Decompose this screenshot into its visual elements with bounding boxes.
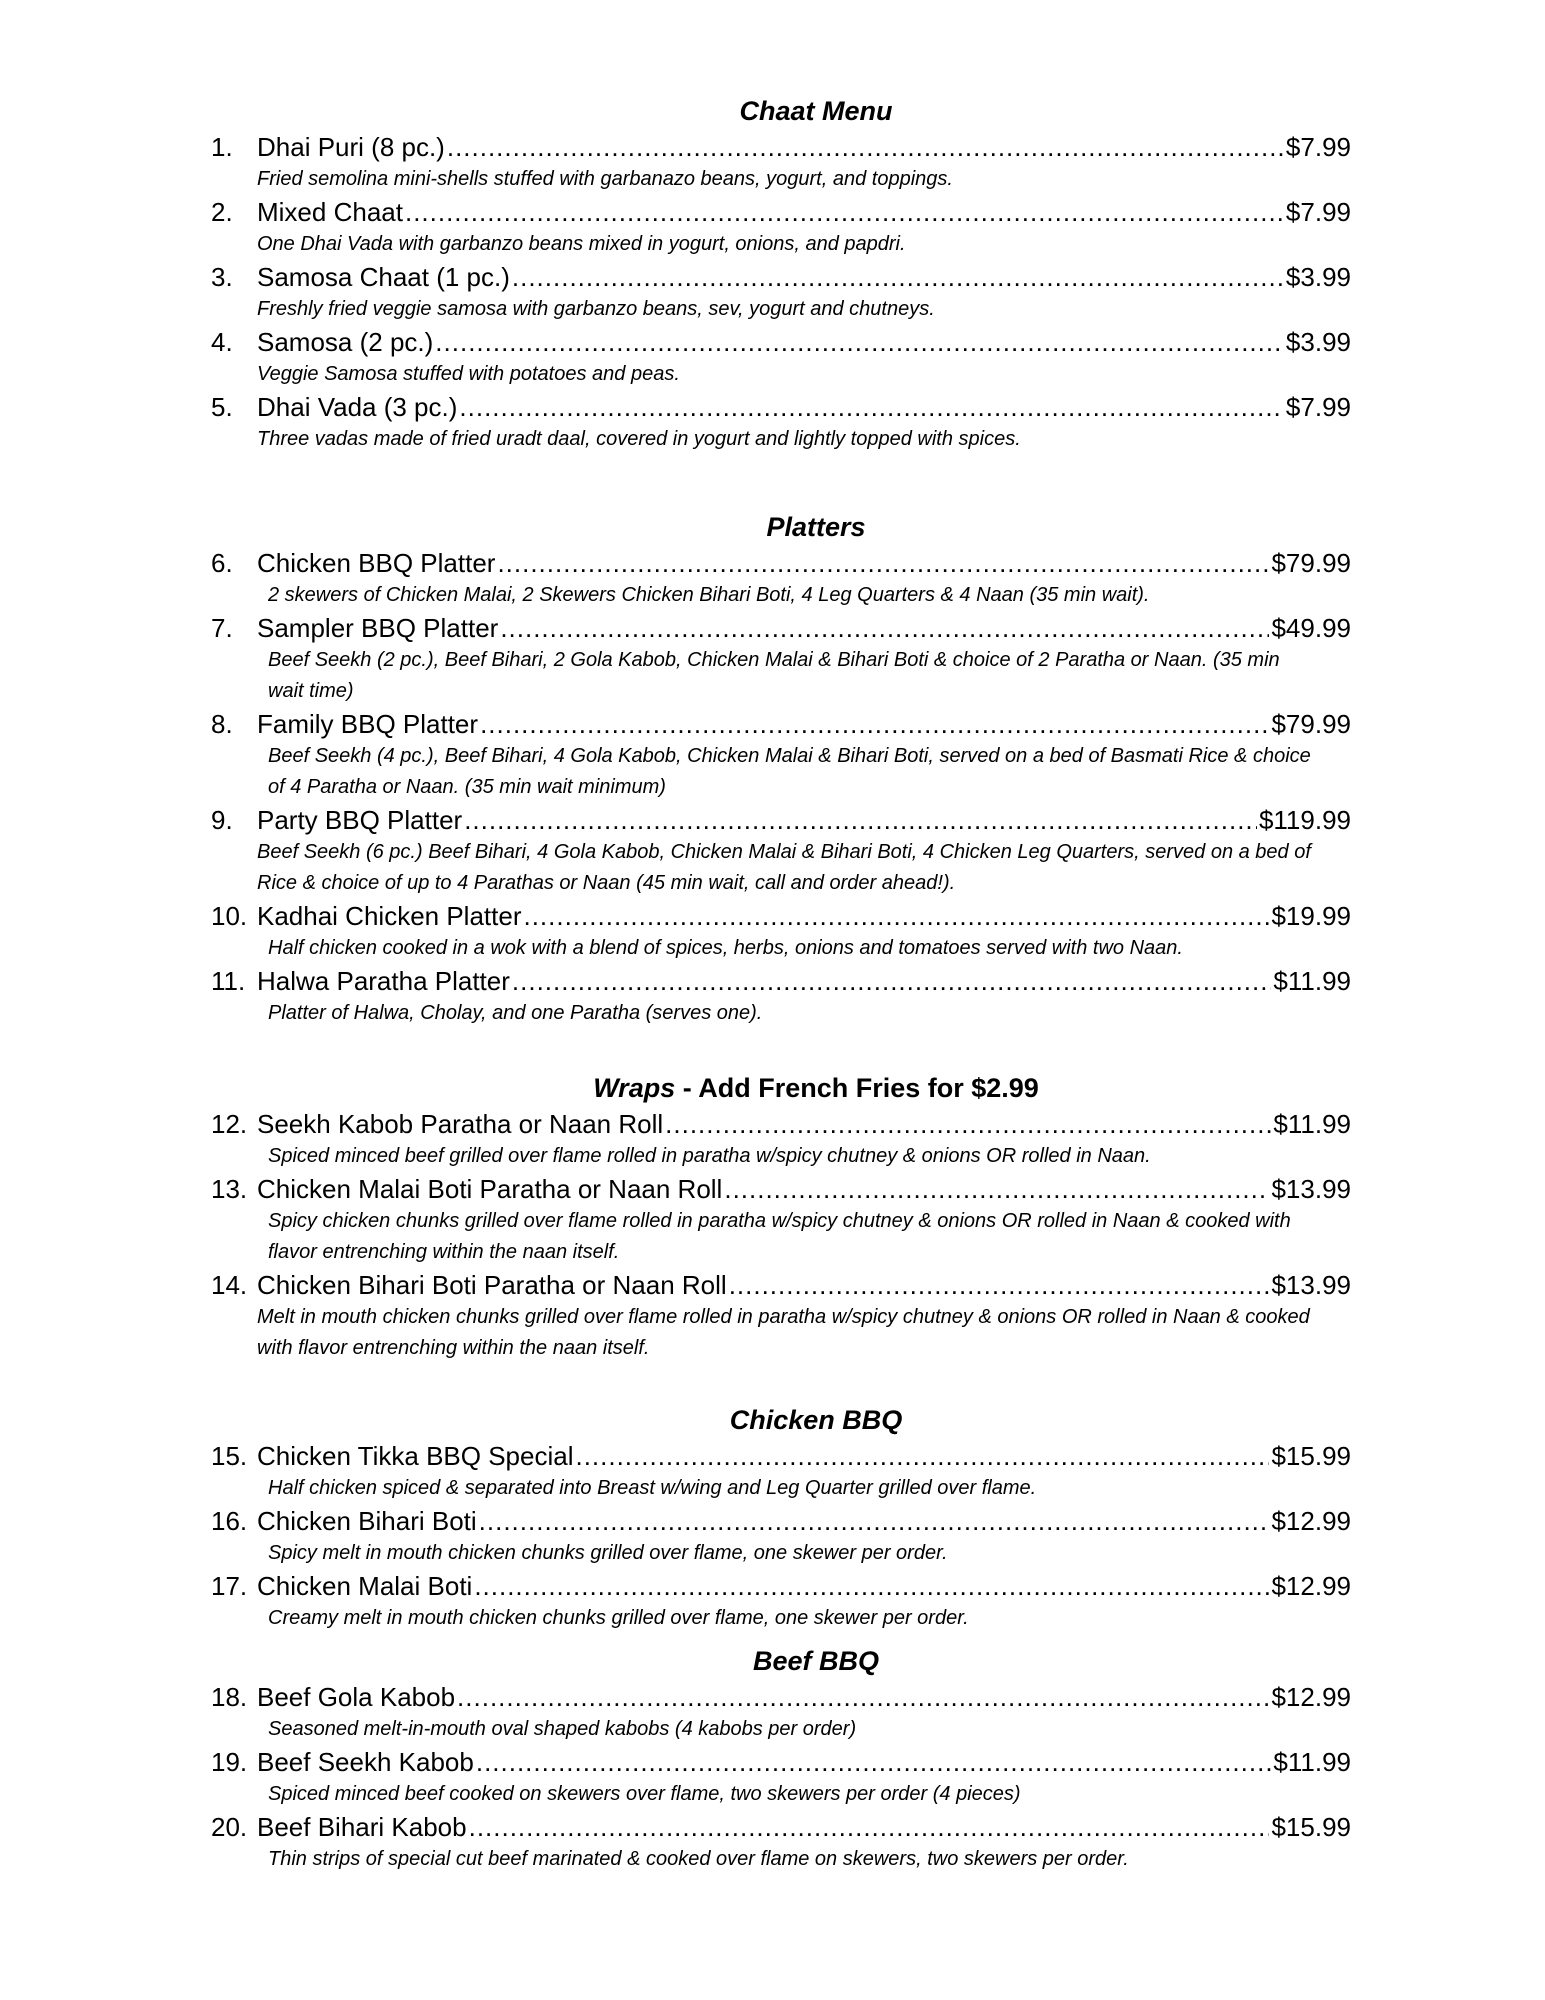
menu-item <box>211 1569 1351 1634</box>
item-description: Veggie Samosa stuffed with potatoes and peas. <box>257 363 680 385</box>
dot-leader <box>724 1172 1269 1206</box>
menu-section <box>211 508 1351 1029</box>
menu-item <box>211 390 1351 455</box>
item-number: 13. <box>211 1174 248 1204</box>
item-name: Family BBQ Platter <box>257 709 479 739</box>
item-number: 9. <box>211 805 233 835</box>
menu-item <box>211 1107 1351 1172</box>
menu-item <box>211 546 1351 611</box>
item-name: Beef Seekh Kabob <box>257 1747 474 1777</box>
item-name: Beef Bihari Kabob <box>257 1812 467 1842</box>
item-price: $49.99 <box>1271 613 1351 643</box>
section-title-text: Wraps <box>593 1073 676 1103</box>
item-number: 16. <box>211 1506 248 1536</box>
section-subtitle: - Add French Fries for $2.99 <box>675 1073 1039 1103</box>
item-price: $3.99 <box>1285 262 1351 292</box>
menu-item-row <box>211 1107 1351 1141</box>
section-title-text: Beef BBQ <box>752 1646 880 1676</box>
menu-item <box>211 803 1351 899</box>
section-title <box>211 1401 1351 1439</box>
menu-item <box>211 1810 1351 1875</box>
item-price: $11.99 <box>1273 1747 1351 1777</box>
item-name: Halwa Paratha Platter <box>257 966 510 996</box>
item-description: Three vadas made of fried uradt daal, covered in yogurt and lightly topped with spices. <box>257 428 1021 450</box>
menu-item <box>211 1268 1351 1364</box>
menu-item <box>211 707 1351 803</box>
item-description: Spiced minced beef cooked on skewers over flame, two skewers per order (4 pieces) <box>268 1783 1021 1805</box>
menu-section <box>211 1642 1351 1875</box>
dot-leader <box>523 899 1269 933</box>
dot-leader <box>469 1810 1270 1844</box>
item-price: $13.99 <box>1271 1174 1351 1204</box>
menu-item <box>211 130 1351 195</box>
dot-leader <box>435 325 1284 359</box>
item-description: Seasoned melt-in-mouth oval shaped kabobs (4 kabobs per order) <box>268 1718 857 1740</box>
item-number: 1. <box>211 132 233 162</box>
menu-item <box>211 1172 1351 1268</box>
item-description: Half chicken spiced & separated into Breast w/wing and Leg Quarter grilled over flame. <box>268 1477 1037 1499</box>
item-number: 10. <box>211 901 248 931</box>
dot-leader <box>665 1107 1271 1141</box>
item-description: Creamy melt in mouth chicken chunks grilled over flame, one skewer per order. <box>268 1607 969 1629</box>
item-description: Melt in mouth chicken chunks grilled over flame rolled in paratha w/spicy chutney & onions OR rolled in Naan & cooked with flavor entrenching within the naan itself. <box>257 1306 1310 1359</box>
dot-leader <box>459 390 1284 424</box>
dot-leader <box>447 130 1284 164</box>
item-description: Half chicken cooked in a wok with a blend of spices, herbs, onions and tomatoes served with two Naan. <box>268 937 1183 959</box>
section-title-text: Chicken BBQ <box>729 1405 903 1435</box>
item-name: Kadhai Chicken Platter <box>257 901 522 931</box>
menu-item-row <box>211 1268 1351 1302</box>
item-number: 19. <box>211 1747 248 1777</box>
menu-section <box>211 92 1351 455</box>
menu-item-row <box>211 707 1351 741</box>
item-description: One Dhai Vada with garbanzo beans mixed in yogurt, onions, and papdri. <box>257 233 906 255</box>
item-number: 11. <box>211 966 246 996</box>
section-title <box>211 508 1351 546</box>
item-name: Party BBQ Platter <box>257 805 463 835</box>
item-price: $12.99 <box>1271 1506 1351 1536</box>
item-price: $11.99 <box>1273 966 1351 996</box>
item-name: Beef Gola Kabob <box>257 1682 456 1712</box>
menu-item <box>211 899 1351 964</box>
menu-item-row <box>211 1172 1351 1206</box>
item-number: 3. <box>211 262 233 292</box>
menu-item-row <box>211 390 1351 424</box>
dot-leader <box>512 260 1284 294</box>
menu-item <box>211 964 1351 1029</box>
dot-leader <box>480 707 1269 741</box>
menu-item-row <box>211 899 1351 933</box>
item-name: Chicken Bihari Boti Paratha or Naan Roll <box>257 1270 727 1300</box>
menu-item <box>211 1504 1351 1569</box>
section-title <box>211 92 1351 130</box>
item-name: Dhai Vada (3 pc.) <box>257 392 458 422</box>
item-number: 15. <box>211 1441 248 1471</box>
dot-leader <box>474 1569 1269 1603</box>
item-description: Beef Seekh (4 pc.), Beef Bihari, 4 Gola Kabob, Chicken Malai & Bihari Boti, served on a bed of Basmati Rice & choice of 4 Paratha or Naan. (35 min wait minimum) <box>268 745 1311 798</box>
menu-item-row <box>211 1439 1351 1473</box>
menu-item-row <box>211 803 1351 837</box>
menu-item-row <box>211 611 1351 645</box>
item-name: Chicken BBQ Platter <box>257 548 496 578</box>
item-name: Samosa (2 pc.) <box>257 327 434 357</box>
item-number: 7. <box>211 613 233 643</box>
item-price: $119.99 <box>1258 805 1351 835</box>
item-price: $7.99 <box>1285 392 1351 422</box>
item-price: $12.99 <box>1271 1682 1351 1712</box>
menu-item-row <box>211 195 1351 229</box>
dot-leader <box>464 803 1257 837</box>
item-name: Seekh Kabob Paratha or Naan Roll <box>257 1109 664 1139</box>
menu-item-row <box>211 260 1351 294</box>
item-number: 12. <box>211 1109 248 1139</box>
item-price: $13.99 <box>1271 1270 1351 1300</box>
item-price: $11.99 <box>1273 1109 1351 1139</box>
menu-item-row <box>211 130 1351 164</box>
menu-item-row <box>211 964 1351 998</box>
item-price: $79.99 <box>1271 709 1351 739</box>
dot-leader <box>497 546 1269 580</box>
item-number: 5. <box>211 392 233 422</box>
item-name: Chicken Bihari Boti <box>257 1506 477 1536</box>
item-price: $7.99 <box>1285 197 1351 227</box>
dot-leader <box>575 1439 1269 1473</box>
dot-leader <box>476 1745 1272 1779</box>
item-name: Sampler BBQ Platter <box>257 613 499 643</box>
item-number: 8. <box>211 709 233 739</box>
item-description: 2 skewers of Chicken Malai, 2 Skewers Chicken Bihari Boti, 4 Leg Quarters & 4 Naan (35 min wait). <box>268 584 1150 606</box>
section-title-text: Chaat Menu <box>739 96 893 126</box>
item-number: 6. <box>211 548 233 578</box>
item-description: Spiced minced beef grilled over flame rolled in paratha w/spicy chutney & onions OR rolled in Naan. <box>268 1145 1151 1167</box>
item-description: Platter of Halwa, Cholay, and one Paratha (serves one). <box>268 1002 763 1024</box>
menu-item <box>211 1439 1351 1504</box>
menu-item <box>211 195 1351 260</box>
item-price: $19.99 <box>1271 901 1351 931</box>
item-name: Chicken Tikka BBQ Special <box>257 1441 574 1471</box>
dot-leader <box>457 1680 1269 1714</box>
item-description: Beef Seekh (2 pc.), Beef Bihari, 2 Gola Kabob, Chicken Malai & Bihari Boti & choice of 2 Paratha or Naan. (35 min wait time) <box>268 649 1280 702</box>
dot-leader <box>500 611 1269 645</box>
section-title <box>211 1642 1351 1680</box>
menu-item-row <box>211 1810 1351 1844</box>
item-name: Chicken Malai Boti <box>257 1571 473 1601</box>
item-name: Samosa Chaat (1 pc.) <box>257 262 510 292</box>
dot-leader <box>405 195 1284 229</box>
menu-item <box>211 1680 1351 1745</box>
item-price: $15.99 <box>1271 1812 1351 1842</box>
dot-leader <box>479 1504 1270 1538</box>
item-number: 2. <box>211 197 233 227</box>
menu-item-row <box>211 1504 1351 1538</box>
menu-item <box>211 325 1351 390</box>
item-description: Beef Seekh (6 pc.) Beef Bihari, 4 Gola Kabob, Chicken Malai & Bihari Boti, 4 Chicken Leg Quarters, served on a bed of Rice & choice of up to 4 Parathas or Naan (45 min wait, call and order ahead!). <box>257 841 1311 894</box>
item-description: Spicy chicken chunks grilled over flame rolled in paratha w/spicy chutney & onions OR rolled in Naan & cooked with flavor entrenching within the naan itself. <box>268 1210 1291 1263</box>
menu-item <box>211 260 1351 325</box>
item-number: 17. <box>211 1571 248 1601</box>
menu-section <box>211 1069 1351 1364</box>
dot-leader <box>729 1268 1270 1302</box>
menu-item-row <box>211 1745 1351 1779</box>
item-description: Spicy melt in mouth chicken chunks grilled over flame, one skewer per order. <box>268 1542 948 1564</box>
item-name: Mixed Chaat <box>257 197 403 227</box>
item-name: Chicken Malai Boti Paratha or Naan Roll <box>257 1174 723 1204</box>
item-description: Freshly fried veggie samosa with garbanzo beans, sev, yogurt and chutneys. <box>257 298 935 320</box>
item-price: $7.99 <box>1285 132 1351 162</box>
item-name: Dhai Puri (8 pc.) <box>257 132 445 162</box>
section-title-text: Platters <box>766 512 866 542</box>
item-description: Thin strips of special cut beef marinated & cooked over flame on skewers, two skewers per order. <box>268 1848 1129 1870</box>
item-number: 20. <box>211 1812 248 1842</box>
item-price: $79.99 <box>1271 548 1351 578</box>
menu-item <box>211 1745 1351 1810</box>
item-description: Fried semolina mini-shells stuffed with garbanazo beans, yogurt, and toppings. <box>257 168 953 190</box>
section-title <box>211 1069 1351 1107</box>
menu-item-row <box>211 1569 1351 1603</box>
item-price: $3.99 <box>1285 327 1351 357</box>
item-number: 4. <box>211 327 233 357</box>
menu-item-row <box>211 1680 1351 1714</box>
item-number: 14. <box>211 1270 248 1300</box>
dot-leader <box>512 964 1272 998</box>
menu-item-row <box>211 546 1351 580</box>
item-price: $15.99 <box>1271 1441 1351 1471</box>
menu-item-row <box>211 325 1351 359</box>
item-price: $12.99 <box>1271 1571 1351 1601</box>
menu-section <box>211 1401 1351 1634</box>
item-number: 18. <box>211 1682 248 1712</box>
menu-item <box>211 611 1351 707</box>
